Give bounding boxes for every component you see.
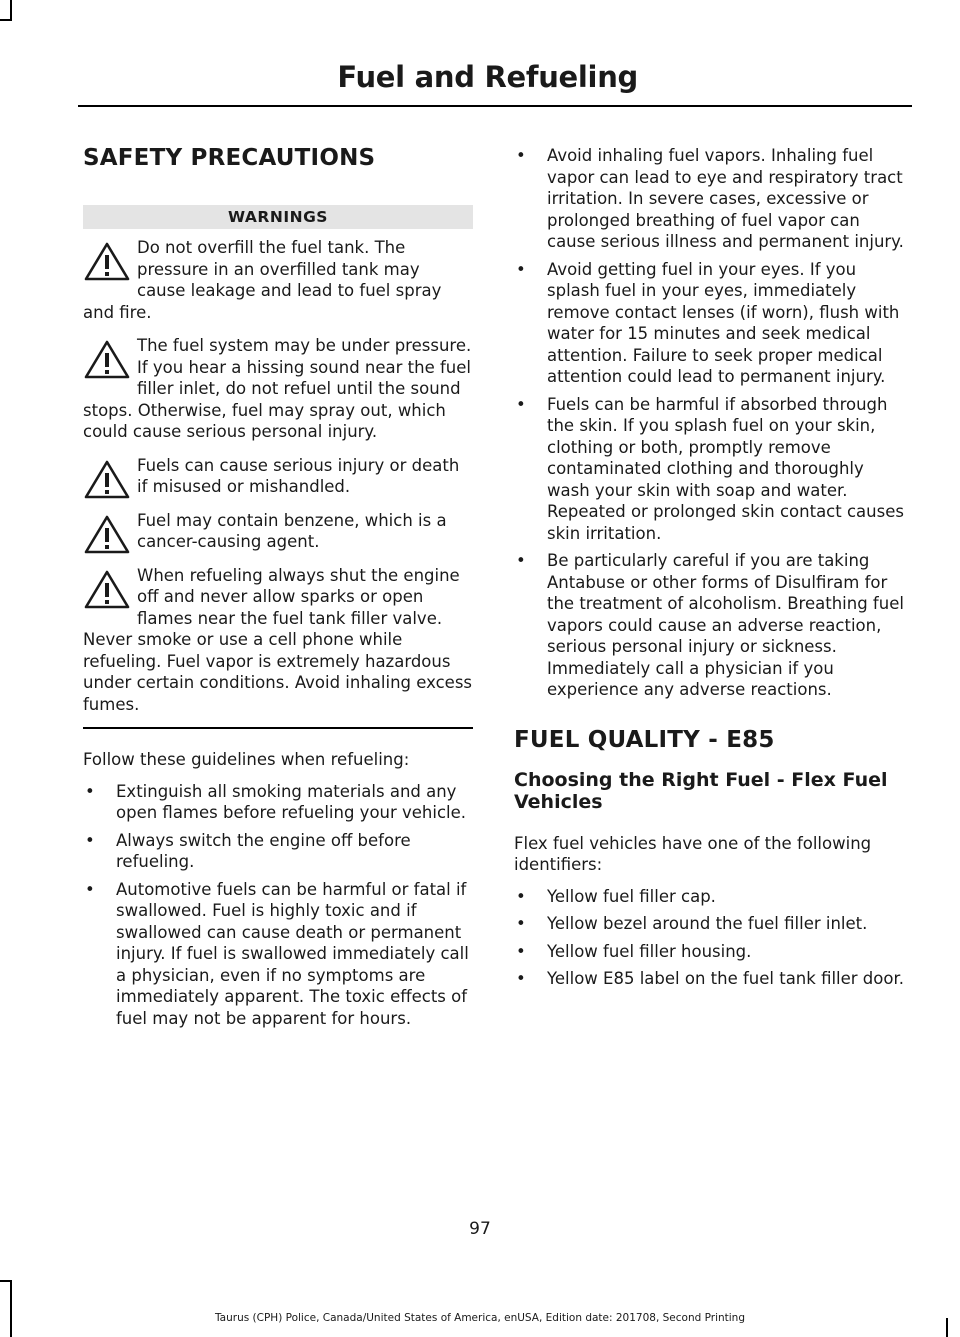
warning-text: The fuel system may be under pressure. If you hear a hissing sound near the fuel filler inlet, do not refuel until the sound stops. Otherwise, fuel may spray out, which could cause serious personal injury. [83, 336, 472, 441]
right-column [514, 145, 906, 996]
bullet-glyph: • [516, 969, 526, 988]
list-item [83, 781, 473, 824]
warning-triangle-icon [83, 569, 131, 611]
warnings-label: WARNINGS [83, 205, 473, 229]
warning-text: Fuel may contain benzene, which is a cancer-causing agent. [137, 510, 447, 551]
warning-text: Fuels can cause serious injury or death if misused or mishandled. [137, 455, 460, 496]
warning-item [83, 335, 473, 443]
warning-text: When refueling always shut the engine off and never allow sparks or open flames near the fuel tank filler valve. Never smoke or use a cell phone while refueling. Fuel vapor is extremely hazardous under certain conditions. Avoid inhaling excess fumes. [83, 565, 473, 714]
bullet-glyph: • [85, 781, 95, 801]
list-item [514, 913, 906, 935]
warning-item [83, 455, 473, 498]
list-item-text: Yellow fuel filler housing. [547, 941, 752, 961]
list-item-text: Yellow fuel filler cap. [547, 886, 716, 906]
page-header-title: Fuel and Refueling [337, 60, 638, 94]
list-item-text: Automotive fuels can be harmful or fatal if swallowed. Fuel is highly toxic and if swallowed can cause death or permanent injury. If fuel is swallowed immediately call a physician, even if no symptoms are immediately apparent. The toxic effects of fuel may not be apparent for hours. [116, 879, 469, 1028]
list-item [514, 394, 906, 545]
list-item-text: Extinguish all smoking materials and any open flames before refueling your vehicle. [116, 781, 467, 822]
left-column [83, 145, 473, 1035]
guidelines-list [83, 781, 473, 1030]
list-item-text: Always switch the engine off before refueling. [116, 830, 411, 871]
header-rule [78, 105, 912, 107]
list-item [514, 550, 906, 701]
warning-item [83, 565, 473, 716]
list-item-text: Avoid inhaling fuel vapors. Inhaling fuel vapor can lead to eye and respiratory tract irritation. In severe cases, excessive or prolonged breathing of fuel vapor can cause serious illness and permanent injury. [547, 146, 904, 251]
bullet-glyph: • [516, 941, 526, 961]
warning-triangle-icon [83, 459, 131, 501]
warning-triangle-icon [83, 339, 131, 381]
precautions-list [514, 145, 906, 701]
bullet-glyph: • [516, 914, 526, 933]
list-item-text: Yellow E85 label on the fuel tank filler door. [547, 969, 904, 988]
warning-triangle-icon [83, 514, 131, 556]
warning-item [83, 510, 473, 553]
warning-triangle-icon [83, 241, 131, 283]
list-item [514, 145, 906, 253]
list-item [514, 968, 906, 990]
warnings-end-rule [83, 727, 473, 729]
list-item [514, 941, 906, 963]
list-item-text: Be particularly careful if you are taking Antabuse or other forms of Disulfiram for the treatment of alcoholism. Breathing fuel vapors could cause an adverse reaction, serious personal injury or sickness. Immediately call a physician if you experience any adverse reactions. [547, 551, 904, 699]
identifiers-intro: Flex fuel vehicles have one of the following identifiers: [514, 833, 872, 874]
guidelines-intro: Follow these guidelines when refueling: [83, 750, 410, 769]
list-item [83, 879, 473, 1030]
section-heading-fuel-quality: FUEL QUALITY - E85 [514, 726, 775, 753]
list-item-text: Avoid getting fuel in your eyes. If you splash fuel in your eyes, immediately remove contact lenses (if worn), flush with water for 15 minutes and seek medical attention. Failure to seek proper medical attention could lead to permanent injury. [547, 259, 900, 386]
bullet-glyph: • [516, 551, 526, 570]
warning-item [83, 237, 473, 323]
bullet-glyph: • [516, 394, 526, 414]
crop-mark [0, 1280, 12, 1282]
bullet-glyph: • [516, 886, 526, 906]
crop-mark [10, 1280, 12, 1337]
list-item-text: Yellow bezel around the fuel filler inlet. [547, 914, 868, 933]
page-number: 97 [469, 1219, 491, 1239]
crop-mark [10, 0, 12, 20]
section-heading-safety: SAFETY PRECAUTIONS [83, 145, 376, 171]
bullet-glyph: • [85, 879, 95, 899]
crop-mark [0, 19, 12, 21]
warning-text: Do not overfill the fuel tank. The pressure in an overfilled tank may cause leakage and lead to fuel spray and fire. [83, 238, 442, 322]
list-item [514, 259, 906, 388]
identifiers-list [514, 886, 906, 990]
list-item-text: Fuels can be harmful if absorbed through the skin. If you splash fuel on your skin, clothing or both, promptly remove contaminated clothing and thoroughly wash your skin with soap and water. Repeated or prolonged skin contact causes skin irritation. [547, 394, 904, 543]
subheading-flex-fuel: Choosing the Right Fuel - Flex Fuel Vehicles [514, 768, 888, 813]
list-item [514, 886, 906, 908]
bullet-glyph: • [516, 146, 526, 165]
bullet-glyph: • [516, 259, 526, 279]
footer-edition-info: Taurus (CPH) Police, Canada/United States of America, enUSA, Edition date: 201708, Second Printing [215, 1312, 745, 1324]
list-item [83, 830, 473, 873]
bullet-glyph: • [85, 830, 95, 850]
